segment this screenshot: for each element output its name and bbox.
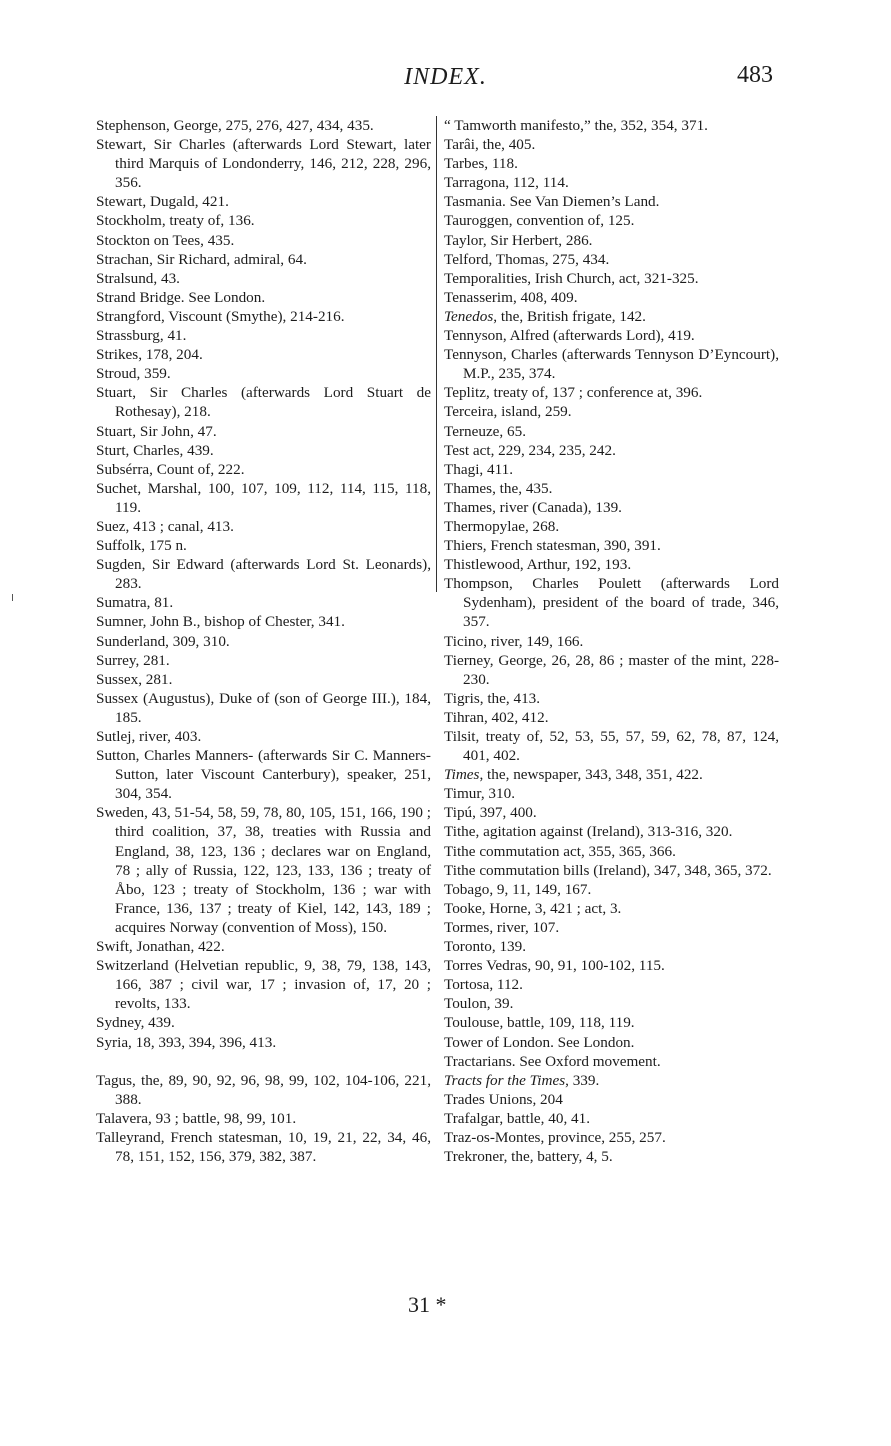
index-entry-text: Sunderland, 309, 310. [96,632,230,650]
signature-mark: 31 * [408,1292,447,1317]
index-entry [444,803,779,822]
index-entry [96,555,431,593]
index-entry-text: , the, British frigate, 142. [493,307,646,325]
index-entry-text: Ticino, river, 149, 166. [444,632,584,650]
index-entry-text: Tauroggen, convention of, 125. [444,212,635,230]
index-entry [96,689,431,727]
index-entry-text: Torres Vedras, 90, 91, 100-102, 115. [444,957,665,975]
index-entry-text: Stewart, Dugald, 421. [96,193,229,211]
index-entry-italic: Times [444,766,480,784]
index-entry-text: Tihran, 402, 412. [444,708,549,726]
index-entry [444,345,779,383]
index-entry [96,135,431,192]
index-entry [444,975,779,994]
index-entry-text: Timur, 310. [444,785,515,803]
index-entry-text: Sussex, 281. [96,670,173,688]
index-entry-text: Stuart, Sir Charles (afterwards Lord Stuart de Rothesay), 218. [96,384,431,421]
index-entry [444,383,779,402]
index-entry [96,536,431,555]
index-entry [444,402,779,421]
index-entry [444,479,779,498]
index-entry-text: Sugden, Sir Edward (afterwards Lord St. Leonards), 283. [96,556,431,593]
index-entry [444,1090,779,1109]
index-entry-text: Subsérra, Count of, 222. [96,460,245,478]
index-entry-text: Tennyson, Charles (afterwards Tennyson D’Eyncourt), M.P., 235, 374. [444,346,779,383]
index-entry-text: Strand Bridge. See London. [96,288,266,306]
index-entry-text: Tormes, river, 107. [444,918,560,936]
index-entry-text: Syria, 18, 393, 394, 396, 413. [96,1033,277,1051]
index-entry-text: Tasmania. See Van Diemen’s Land. [444,193,660,211]
index-entry-text: Tobago, 9, 11, 149, 167. [444,880,592,898]
index-entry-text: Sutlej, river, 403. [96,728,202,745]
index-entry-text: Test act, 229, 234, 235, 242. [444,441,616,459]
column-divider [436,116,437,592]
index-entry-text: Tierney, George, 26, 28, 86 ; master of the mint, 228-230. [444,651,779,688]
index-entry-text: Tortosa, 112. [444,976,523,994]
index-entry [96,345,431,364]
index-entry-text: Thiers, French statesman, 390, 391. [444,537,661,555]
index-entry [444,1147,779,1166]
index-entry-text: Stuart, Sir John, 47. [96,422,217,440]
index-entry [96,1033,431,1052]
index-entry-text: Suffolk, 175 n. [96,537,187,555]
index-entry-text: Tennyson, Alfred (afterwards Lord), 419. [444,327,695,345]
index-entry [96,441,431,460]
index-entry-text: Strassburg, 41. [96,327,187,345]
index-entry [444,192,779,211]
index-entry [96,803,431,937]
index-entry [444,326,779,345]
index-entry-text: Tithe, agitation against (Ireland), 313-316, 320. [444,823,733,841]
index-entry-text: Sutton, Charles Manners- (afterwards Sir C. Manners-Sutton, later Viscount Canterbury), speaker, 251, 304, 354. [96,747,431,803]
index-entry [96,364,431,383]
index-entry [96,460,431,479]
index-entry [444,173,779,192]
index-entry [444,154,779,173]
index-entry [96,269,431,288]
index-entry [444,555,779,574]
index-entry-text: Sydney, 439. [96,1014,175,1032]
index-entry-text: Swift, Jonathan, 422. [96,938,225,956]
index-entry-text: Traz-os-Montes, province, 255, 257. [444,1128,666,1146]
index-entry-text: Thompson, Charles Poulett (afterwards Lord Sydenham), president of the board of trade, 346, 357. [444,575,779,631]
index-entry [96,1013,431,1032]
index-entry [444,422,779,441]
index-entry-text: Talavera, 93 ; battle, 98, 99, 101. [96,1109,297,1127]
index-entry-text: Strachan, Sir Richard, admiral, 64. [96,250,307,268]
page-title: INDEX. [404,64,487,90]
index-entry [444,822,779,841]
index-entry [444,536,779,555]
index-entry [96,956,431,1013]
index-entry [96,307,431,326]
index-entry [96,326,431,345]
index-entry-text: Thagi, 411. [444,460,514,478]
index-entry-text: Sussex (Augustus), Duke of (son of George III.), 184, 185. [96,689,431,726]
index-entry-text: Tarâi, the, 405. [444,136,536,154]
index-entry [444,441,779,460]
index-entry [444,135,779,154]
index-entry [96,1071,431,1109]
index-entry-italic: Tracts for the Times [444,1071,566,1089]
index-entry-text: Tithe commutation bills (Ireland), 347, 348, 365, 372. [444,861,772,879]
index-entry [444,861,779,880]
index-entry-text: Stroud, 359. [96,365,171,383]
index-entry [96,727,431,746]
index-entry-text: Temporalities, Irish Church, act, 321-325. [444,269,699,287]
index-entry-text: Tooke, Horne, 3, 421 ; act, 3. [444,899,622,917]
index-entry-text: Sturt, Charles, 439. [96,441,214,459]
index-column-right [444,116,779,1166]
index-entry-text: Toulon, 39. [444,995,514,1013]
index-entry-text: Taylor, Sir Herbert, 286. [444,231,593,249]
index-entry [96,746,431,803]
index-entry [96,288,431,307]
index-entry [96,593,431,612]
index-entry [444,918,779,937]
index-entry-text: Toronto, 139. [444,938,527,956]
index-entry [444,632,779,651]
index-entry [96,1109,431,1128]
index-entry [444,784,779,803]
index-entry-text: Thames, river (Canada), 139. [444,498,622,516]
index-entry [96,231,431,250]
index-column-left [96,116,431,1166]
index-entry-text: Teplitz, treaty of, 137 ; conference at, 396. [444,384,703,402]
index-entry [444,1128,779,1147]
index-entry [96,937,431,956]
index-entry [444,460,779,479]
index-entry [444,651,779,689]
index-entry-text: Strangford, Viscount (Smythe), 214-216. [96,307,345,325]
index-entry [444,517,779,536]
index-entry [444,842,779,861]
index-entry-text: Sweden, 43, 51-54, 58, 59, 78, 80, 105, 151, 166, 190 ; third coalition, 37, 38, treaties with Russia and England, 38, 123, 136 ; declares war on England, 78 ; ally of Russia, 122, 123, 133, 136 ; treaty of Åbo, 123 ; treaty of Stockholm, 136 ; war with France, 136, 137 ; treaty of Kiel, 142, 143, 189 ; acquires Norway (convention of Moss), 150. [96,804,431,936]
index-entry-text: Trades Unions, 204 [444,1090,563,1108]
index-entry-text: Suchet, Marshal, 100, 107, 109, 112, 114, 115, 118, 119. [96,479,431,516]
index-entry-text: Tithe commutation act, 355, 365, 366. [444,842,676,860]
index-entry [96,211,431,230]
index-entry-text: Stockton on Tees, 435. [96,231,235,249]
index-entry [96,479,431,517]
index-entry [96,517,431,536]
index-entry [96,250,431,269]
index-entry-text: Stephenson, George, 275, 276, 427, 434, 435. [96,117,374,134]
index-entry [96,422,431,441]
index-entry-text: Tower of London. See London. [444,1033,635,1051]
index-entry-text: “ Tamworth manifesto,” the, 352, 354, 371. [444,117,708,134]
index-entry-text: Tilsit, treaty of, 52, 53, 55, 57, 59, 62, 78, 87, 124, 401, 402. [444,728,779,765]
index-entry-text: Trekroner, the, battery, 4, 5. [444,1148,613,1166]
index-entry [444,288,779,307]
index-entry [444,231,779,250]
index-entry-text: Strikes, 178, 204. [96,346,203,364]
index-entry-text: Tarragona, 112, 114. [444,174,569,192]
index-entry-text: Sumatra, 81. [96,594,174,612]
index-entry [444,880,779,899]
index-entry-text: Telford, Thomas, 275, 434. [444,250,610,268]
index-entry-text: Surrey, 281. [96,651,170,669]
index-entry [96,670,431,689]
index-entry-text: Tractarians. See Oxford movement. [444,1052,661,1070]
index-entry-text: Tarbes, 118. [444,155,518,173]
index-entry [444,1109,779,1128]
index-entry [96,192,431,211]
index-entry [444,307,779,326]
index-entry-text: Toulouse, battle, 109, 118, 119. [444,1014,635,1032]
index-entry-text: , 339. [565,1071,600,1089]
index-entry-text: Trafalgar, battle, 40, 41. [444,1109,591,1127]
index-entry [444,250,779,269]
index-entry [444,498,779,517]
index-entry-text: Thistlewood, Arthur, 192, 193. [444,556,632,574]
index-entry [444,899,779,918]
index-entry-text: Stewart, Sir Charles (afterwards Lord Stewart, later third Marquis of Londonderry, 146, 212, 228, 296, 356. [96,136,431,192]
index-entry [444,269,779,288]
index-entry-text: Tipú, 397, 400. [444,804,537,822]
index-entry [444,1052,779,1071]
index-entry-text: Sumner, John B., bishop of Chester, 341. [96,613,345,631]
index-entry-text: Switzerland (Helvetian republic, 9, 38, 79, 138, 143, 166, 387 ; civil war, 17 ; invasion of, 17, 20 ; revolts, 133. [96,957,431,1013]
index-entry [96,612,431,631]
index-entry-text: Talleyrand, French statesman, 10, 19, 21, 22, 34, 46, 78, 151, 152, 156, 379, 382, 387. [96,1128,431,1165]
index-entry [444,937,779,956]
index-entry-text: , the, newspaper, 343, 348, 351, 422. [479,766,703,784]
index-entry [444,727,779,765]
index-entry [96,1128,431,1166]
index-entry-text: Suez, 413 ; canal, 413. [96,517,234,535]
index-entry [96,116,431,135]
index-entry-text: Thermopylae, 268. [444,517,560,535]
index-entry-italic: Tenedos [444,307,494,325]
index-entry [444,1071,779,1090]
index-entry-text: Tagus, the, 89, 90, 92, 96, 98, 99, 102, 104-106, 221, 388. [96,1071,431,1108]
index-entry-text: Terceira, island, 259. [444,403,572,421]
index-entry [444,1013,779,1032]
index-entry [96,632,431,651]
index-entry [96,383,431,421]
index-entry [444,116,779,135]
index-entry [444,689,779,708]
index-entry-text: Tenasserim, 408, 409. [444,288,578,306]
index-entry [444,708,779,727]
index-entry [444,1033,779,1052]
index-entry [444,574,779,631]
index-entry [444,956,779,975]
index-entry [444,994,779,1013]
page-number: 483 [737,62,773,88]
index-entry-text: Terneuze, 65. [444,422,527,440]
margin-mark [12,594,13,601]
index-entry-text: Stralsund, 43. [96,269,180,287]
index-entry-text: Thames, the, 435. [444,479,553,497]
index-entry-text: Stockholm, treaty of, 136. [96,212,255,230]
index-entry [444,765,779,784]
index-entry [96,651,431,670]
index-entry [444,211,779,230]
index-entry-text: Tigris, the, 413. [444,689,541,707]
